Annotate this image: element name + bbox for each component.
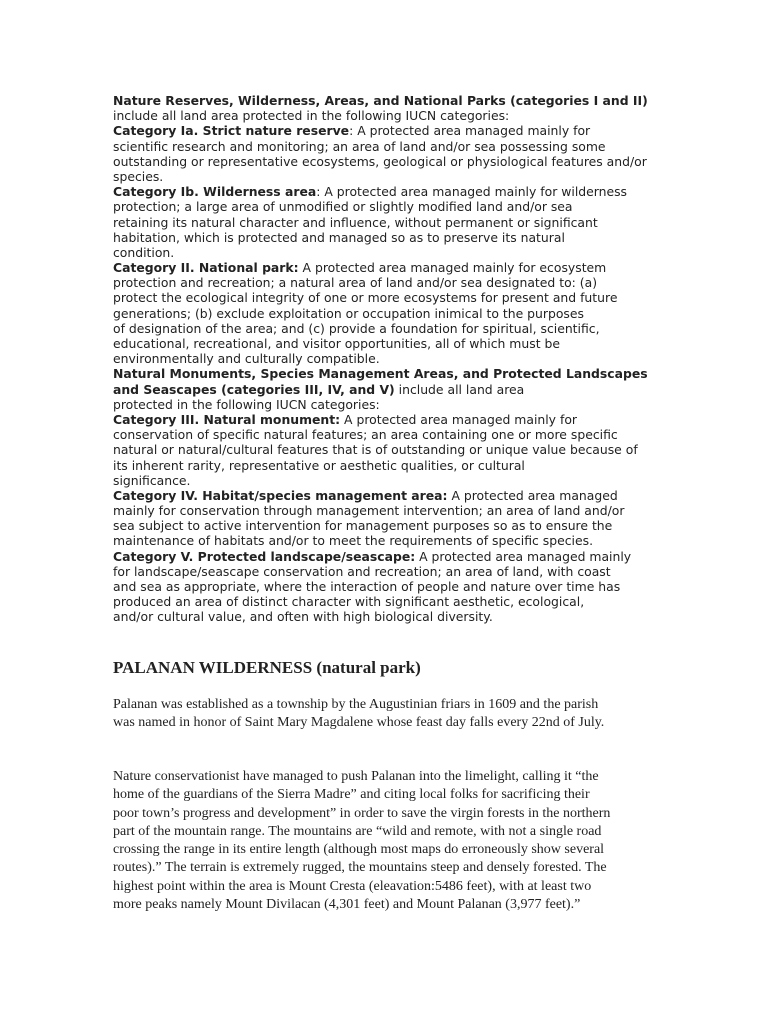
text-line — [113, 579, 673, 594]
line-text: protection; a large area of unmodified or slightly modified land and/or sea — [113, 199, 573, 215]
line-text: and sea as appropriate, where the interaction of people and nature over time has — [113, 579, 621, 594]
bold-term: and Seascapes (categories III, IV, and V) — [113, 381, 395, 397]
text-line — [113, 518, 673, 533]
text-line — [113, 139, 673, 154]
paragraph-line: poor town’s progress and development” in order to save the virgin forests in the northern — [113, 805, 611, 821]
text-line — [113, 397, 673, 412]
text-line — [113, 290, 673, 305]
paragraph-line: Nature conservationist have managed to push Palanan into the limelight, calling it “the — [113, 769, 599, 784]
text-line — [113, 503, 673, 518]
line-text: of designation of the area; and (c) provide a foundation for spiritual, scientific, — [113, 320, 600, 336]
text-line — [113, 351, 673, 366]
paragraph-line: home of the guardians of the Sierra Madre” and citing local folks for sacrificing their — [113, 787, 590, 803]
text-line — [113, 275, 673, 290]
line-text: for landscape/seascape conservation and recreation; an area of land, with coast — [113, 563, 611, 579]
text-line — [113, 609, 673, 624]
paragraph-line: Palanan was established as a township by the Augustinian friars in 1609 and the parish — [113, 697, 599, 712]
line-text: outstanding or representative ecosystems, geological or physiological features and/or — [113, 153, 647, 169]
line-text: : A protected area managed mainly for — [349, 123, 591, 139]
text-line — [113, 549, 673, 564]
iucn-categories-section — [113, 93, 673, 625]
text-line — [113, 260, 673, 275]
paragraph-line: more peaks namely Mount Divilacan (4,301 feet) and Mount Palanan (3,977 feet).” — [113, 897, 581, 913]
text-line — [113, 321, 673, 336]
text-line — [113, 199, 673, 214]
history-paragraph — [113, 696, 658, 733]
text-line — [113, 215, 673, 230]
text-line — [113, 427, 673, 442]
text-line — [113, 442, 673, 457]
line-text: natural or natural/cultural features that is of outstanding or unique value because of — [113, 442, 638, 458]
text-line — [113, 184, 673, 199]
line-text: A protected area managed mainly for ecosystem — [298, 260, 607, 276]
paragraph-line: routes).” The terrain is extremely rugged, the mountains steep and densely forested. The — [113, 860, 607, 876]
text-line — [113, 230, 673, 245]
text-line — [113, 336, 673, 351]
text-line — [113, 458, 673, 473]
text-line — [113, 412, 673, 427]
text-line — [113, 123, 673, 138]
line-text: : A protected area managed mainly for wilderness — [316, 184, 628, 200]
bold-term: Category Ia. Strict nature reserve — [113, 123, 350, 139]
line-text: generations; (b) exclude exploitation or occupation inimical to the purposes — [113, 305, 584, 321]
bold-term: Category IV. Habitat/species management area: — [113, 487, 448, 503]
line-text: scientific research and monitoring; an area of land and/or sea possessing some — [113, 138, 606, 154]
line-text: educational, recreational, and visitor opportunities, all of which must be — [113, 336, 560, 351]
line-text: habitation, which is protected and managed so as to preserve its natural — [113, 229, 565, 245]
line-text: sea subject to active intervention for management purposes so as to ensure the — [113, 518, 613, 534]
line-text: maintenance of habitats and/or to meet the requirements of specific species. — [113, 533, 594, 549]
text-line — [113, 93, 673, 108]
text-line — [113, 473, 673, 488]
paragraph-line: crossing the range in its entire length (although most maps do erroneously show several — [113, 842, 605, 858]
text-line — [113, 564, 673, 579]
line-text: A protected area managed mainly for — [340, 411, 577, 427]
text-line — [113, 245, 673, 260]
line-text: species. — [113, 168, 164, 184]
bold-term: Category V. Protected landscape/seascape: — [113, 548, 416, 564]
line-text: include all land area — [394, 381, 525, 397]
text-line — [113, 366, 673, 381]
paragraph-line: highest point within the area is Mount Cresta (eleavation:5486 feet), with at least two — [113, 878, 592, 894]
bold-term: Category III. Natural monument: — [113, 411, 341, 427]
text-line — [113, 382, 673, 397]
text-line — [113, 169, 673, 184]
line-text: and/or cultural value, and often with high biological diversity. — [113, 609, 493, 625]
conservation-paragraph — [113, 768, 658, 914]
line-text: A protected area managed mainly — [415, 548, 632, 564]
text-line — [113, 306, 673, 321]
text-line — [113, 154, 673, 169]
line-text: include all land area protected in the following IUCN categories: — [113, 108, 510, 124]
line-text: produced an area of distinct character with significant aesthetic, ecological, — [113, 594, 585, 610]
text-line — [113, 488, 673, 503]
bold-term: Category Ib. Wilderness area — [113, 184, 317, 200]
line-text: significance. — [113, 472, 191, 488]
line-text: its inherent rarity, representative or aesthetic qualities, or cultural — [113, 457, 525, 473]
bold-term: Natural Monuments, Species Management Areas, and Protected Landscapes — [113, 366, 648, 382]
line-text: condition. — [113, 244, 175, 260]
line-text: mainly for conservation through management intervention; an area of land and/or — [113, 503, 625, 519]
paragraph-line: was named in honor of Saint Mary Magdalene whose feast day falls every 22nd of July. — [113, 715, 605, 731]
line-text: protected in the following IUCN categories: — [113, 396, 380, 412]
line-text: conservation of specific natural features; an area containing one or more specific — [113, 427, 618, 443]
section-heading: PALANAN WILDERNESS (natural park) — [113, 658, 421, 677]
text-line — [113, 533, 673, 548]
line-text: protection and recreation; a natural area of land and/or sea designated to: (a) — [113, 275, 598, 291]
bold-term: Category II. National park: — [113, 260, 299, 276]
line-text: retaining its natural character and influence, without permanent or significant — [113, 214, 598, 230]
bold-term: Nature Reserves, Wilderness, Areas, and National Parks (categories I and II) — [113, 93, 648, 108]
text-line — [113, 108, 673, 123]
paragraph-line: part of the mountain range. The mountains are “wild and remote, with not a single road — [113, 823, 602, 839]
line-text: A protected area managed — [447, 487, 618, 503]
text-line — [113, 594, 673, 609]
line-text: protect the ecological integrity of one or more ecosystems for present and future — [113, 290, 618, 306]
line-text: environmentally and culturally compatible. — [113, 351, 380, 367]
